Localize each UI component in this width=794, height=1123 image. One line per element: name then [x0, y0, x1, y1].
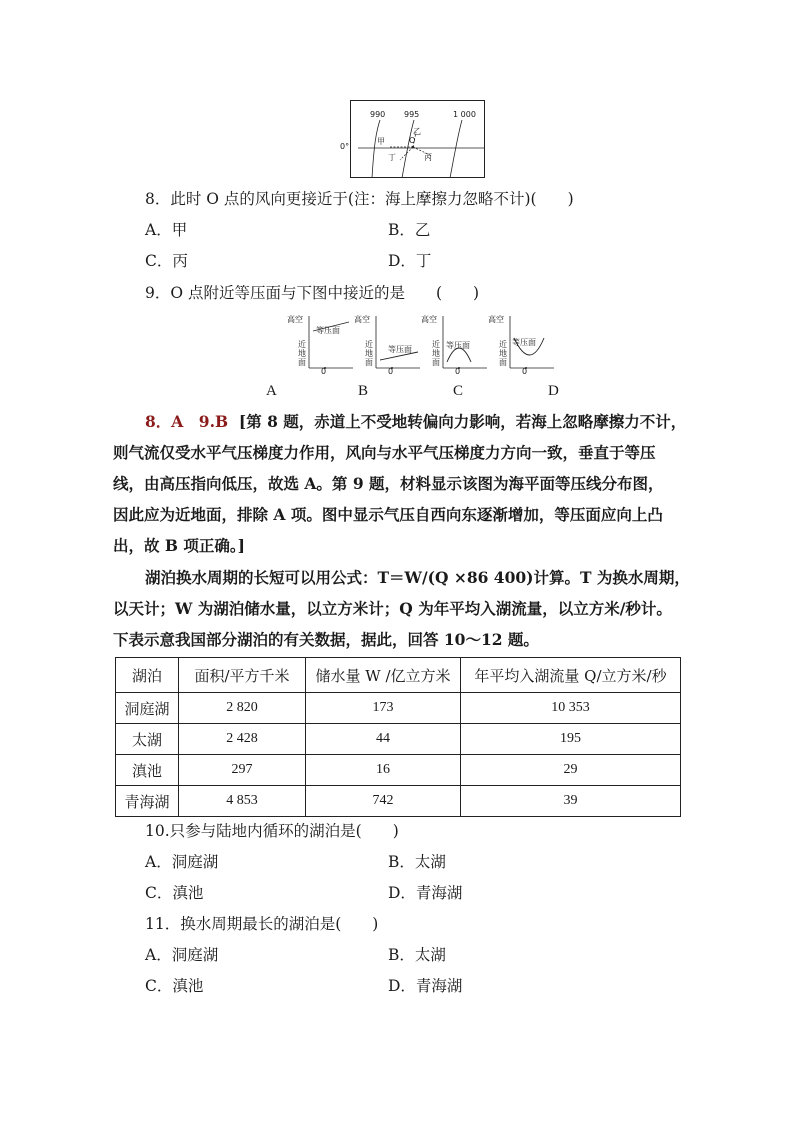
direction-jia-label: 甲 [377, 137, 385, 146]
q11-stem: 11．换水周期最长的湖泊是( ) [145, 915, 379, 933]
header-lake: 湖泊 [116, 658, 179, 693]
q9-panel-c[interactable] [419, 312, 489, 374]
q11-option-b[interactable]: B．太湖 [388, 946, 446, 964]
cell-lake: 洞庭湖 [116, 693, 179, 724]
table-header-row [116, 658, 681, 693]
panel-c-origin: 0 [455, 367, 461, 376]
cell-inflow: 195 [461, 724, 681, 755]
q10-option-b[interactable]: B．太湖 [388, 853, 446, 871]
q8-option-b[interactable]: B．乙 [388, 221, 431, 239]
q9-panel-a-letter: A [266, 383, 277, 399]
table-row [116, 786, 681, 817]
q9-panel-d-letter: D [548, 383, 559, 399]
panel-c-side-label: 近地面 [432, 340, 440, 367]
header-storage: 储水量 W /亿立方米 [306, 658, 461, 693]
q10-option-a[interactable]: A．洞庭湖 [145, 853, 219, 871]
panel-a-side-label: 近地面 [298, 340, 306, 367]
point-o [412, 146, 414, 148]
q8-stem: 8．此时 O 点的风向更接近于(注：海上摩擦力忽略不计)( ) [145, 190, 574, 208]
answer-8-9-first-line [145, 412, 686, 432]
q9-panel-b-letter: B [358, 383, 369, 399]
point-o-label: O [409, 136, 416, 145]
isobar-label-990: 990 [370, 110, 386, 119]
panel-d-top-label: 高空 [488, 315, 504, 324]
table-row [116, 693, 681, 724]
answer-line-1: 则气流仅受水平气压梯度力作用，风向与水平气压梯度力方向一致，垂直于等压 [113, 443, 656, 462]
cell-lake: 青海湖 [116, 786, 179, 817]
panel-b-surface-label: 等压面 [388, 345, 412, 354]
cell-area: 4 853 [179, 786, 306, 817]
panel-b-origin: 0 [388, 367, 394, 376]
cell-storage: 44 [306, 724, 461, 755]
direction-ding-label: 丁 [388, 153, 396, 162]
panel-a-origin: 0 [321, 367, 327, 376]
answer-line-4: 出，故 B 项正确。] [113, 536, 245, 555]
q10-option-d[interactable]: D．青海湖 [388, 884, 463, 902]
panel-d-side-label: 近地面 [499, 340, 507, 367]
intro-line-2: 下表示意我国部分湖泊的有关数据，据此，回答 10～12 题。 [113, 630, 539, 649]
cell-area: 2 820 [179, 693, 306, 724]
q11-option-c[interactable]: C．滇池 [145, 977, 204, 995]
cell-storage: 173 [306, 693, 461, 724]
cell-area: 2 428 [179, 724, 306, 755]
cell-inflow: 29 [461, 755, 681, 786]
table-row [116, 724, 681, 755]
q9-panel-c-letter: C [453, 383, 464, 399]
q8-option-d[interactable]: D．丁 [388, 252, 432, 270]
panel-b-side-label: 近地面 [365, 340, 373, 367]
panel-c-surface-label: 等压面 [446, 341, 470, 350]
intro-line-1: 以天计；W 为湖泊储水量，以立方米计；Q 为年平均入湖流量，以立方米/秒计。 [113, 599, 672, 618]
intro-line-0: 湖泊换水周期的长短可以用公式：T＝W/(Q ×86 400)计算。T 为换水周期， [145, 568, 690, 587]
isobar-label-995: 995 [404, 110, 420, 119]
cell-area: 297 [179, 755, 306, 786]
cell-storage: 742 [306, 786, 461, 817]
direction-yi-label: 乙 [413, 127, 421, 136]
q10-stem: 10.只参与陆地内循环的湖泊是( ) [145, 822, 399, 840]
table-row [116, 755, 681, 786]
q8-option-c[interactable]: C．丙 [145, 252, 188, 270]
equator-label: 0° [340, 142, 350, 151]
q11-option-a[interactable]: A．洞庭湖 [145, 946, 219, 964]
answer-line-0: [第 8 题，赤道上不受地转偏向力影响，若海上忽略摩擦力不计， [238, 412, 687, 431]
header-area: 面积/平方千米 [179, 658, 306, 693]
q9-panel-d[interactable] [486, 312, 556, 374]
cell-lake: 滇池 [116, 755, 179, 786]
q11-option-d[interactable]: D．青海湖 [388, 977, 463, 995]
isobar-label-1000: 1 000 [453, 110, 476, 119]
panel-a-top-label: 高空 [287, 315, 303, 324]
panel-b-top-label: 高空 [354, 315, 370, 324]
lake-data-table [115, 657, 681, 817]
cell-storage: 16 [306, 755, 461, 786]
panel-d-surface-label: 等压面 [512, 338, 536, 347]
panel-d-origin: 0 [522, 367, 528, 376]
q9-stem: 9．O 点附近等压面与下图中接近的是 ( ) [145, 284, 480, 302]
answer-line-2: 线，由高压指向低压，故选 A。第 9 题，材料显示该图为海平面等压线分布图， [113, 474, 664, 493]
q10-option-c[interactable]: C．滇池 [145, 884, 204, 902]
q9-panel-a[interactable] [285, 312, 355, 374]
direction-bing-label: 丙 [424, 153, 432, 162]
answer-key-8-9: 8．A 9.B [145, 412, 229, 431]
q8-option-a[interactable]: A．甲 [145, 221, 188, 239]
answer-line-3: 因此应为近地面，排除 A 项。图中显示气压自西向东逐渐增加，等压面应向上凸 [113, 505, 663, 524]
header-inflow: 年平均入湖流量 Q/立方米/秒 [461, 658, 681, 693]
cell-inflow: 10 353 [461, 693, 681, 724]
cell-lake: 太湖 [116, 724, 179, 755]
q9-panel-b[interactable] [352, 312, 422, 374]
panel-c-top-label: 高空 [421, 315, 437, 324]
panel-a-surface-label: 等压面 [316, 326, 340, 335]
cell-inflow: 39 [461, 786, 681, 817]
